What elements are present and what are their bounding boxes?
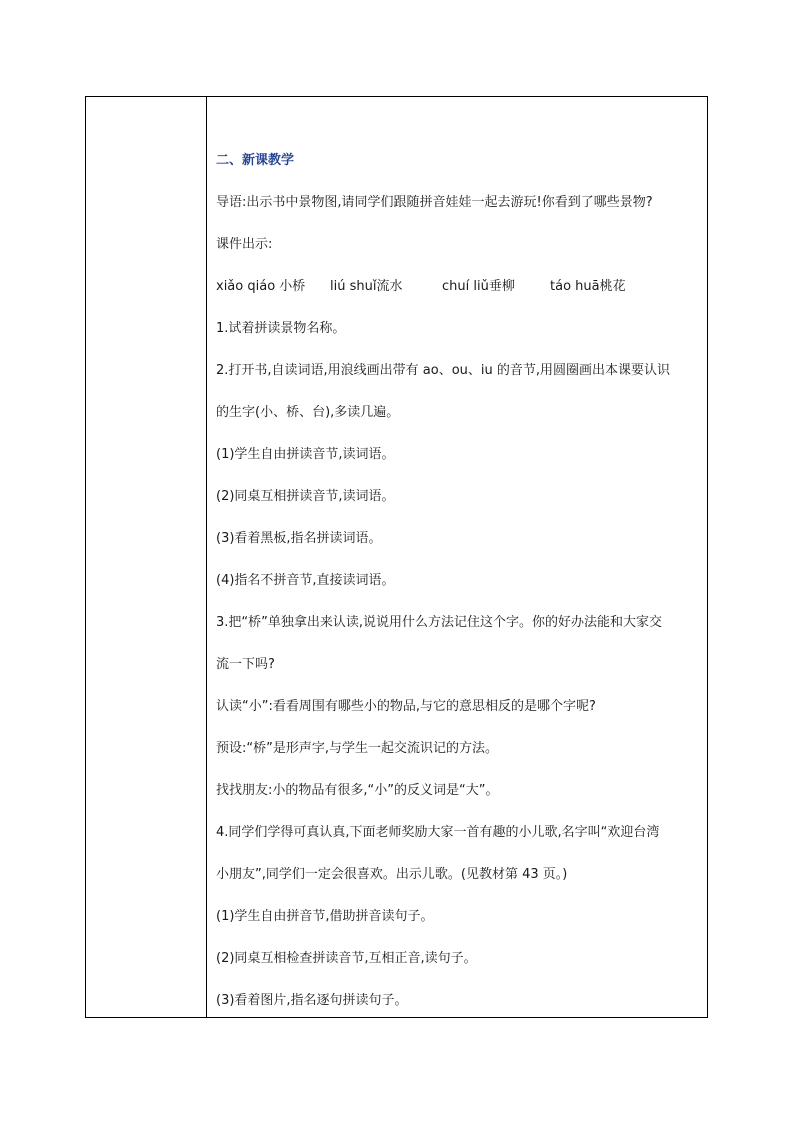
lesson-line: (3)看着黑板,指名拼读词语。 <box>216 531 382 546</box>
lesson-table <box>85 96 708 1018</box>
lesson-line: 小朋友”,同学们一定会很喜欢。出示儿歌。(见教材第 43 页。) <box>216 867 568 882</box>
left-column-cell <box>86 97 207 1017</box>
lesson-line: (1)学生自由拼音节,借助拼音读句子。 <box>216 909 434 924</box>
lesson-line: 预设:“桥”是形声字,与学生一起交流识记的方法。 <box>216 741 498 756</box>
pinyin-word: chuí liǔ垂柳 <box>442 279 515 294</box>
section-title: 二、新课教学 <box>216 153 295 168</box>
lesson-line: 的生字(小、桥、台),多读几遍。 <box>216 405 400 420</box>
content-column-cell <box>207 97 707 1017</box>
lesson-line: (2)同桌互相拼读音节,读词语。 <box>216 489 395 504</box>
lesson-line: 2.打开书,自读词语,用浪线画出带有 ao、ou、iu 的音节,用圆圈画出本课要认识 <box>216 363 671 378</box>
pinyin-word: táo huā桃花 <box>550 279 626 294</box>
courseware-label: 课件出示: <box>216 237 273 252</box>
lesson-line: 流一下吗? <box>216 657 275 672</box>
intro-paragraph: 导语:出示书中景物图,请同学们跟随拼音娃娃一起去游玩!你看到了哪些景物? <box>216 195 653 210</box>
lesson-line: 1.试着拼读景物名称。 <box>216 321 346 336</box>
lesson-line: (4)指名不拼音节,直接读词语。 <box>216 573 395 588</box>
lesson-line: 4.同学们学得可真认真,下面老师奖励大家一首有趣的小儿歌,名字叫“欢迎台湾 <box>216 825 660 840</box>
lesson-line: (1)学生自由拼读音节,读词语。 <box>216 447 395 462</box>
lesson-line: 3.把“桥”单独拿出来认读,说说用什么方法记住这个字。你的好办法能和大家交 <box>216 615 663 630</box>
lesson-line: (2)同桌互相检查拼读音节,互相正音,读句子。 <box>216 951 477 966</box>
lesson-line: 找找朋友:小的物品有很多,“小”的反义词是“大”。 <box>216 783 499 798</box>
pinyin-word: xiǎo qiáo 小桥 <box>216 279 306 294</box>
pinyin-word: liú shuǐ流水 <box>330 279 403 294</box>
lesson-line: 认读“小”:看看周围有哪些小的物品,与它的意思相反的是哪个字呢? <box>216 699 596 714</box>
lesson-line: (3)看着图片,指名逐句拼读句子。 <box>216 993 408 1008</box>
